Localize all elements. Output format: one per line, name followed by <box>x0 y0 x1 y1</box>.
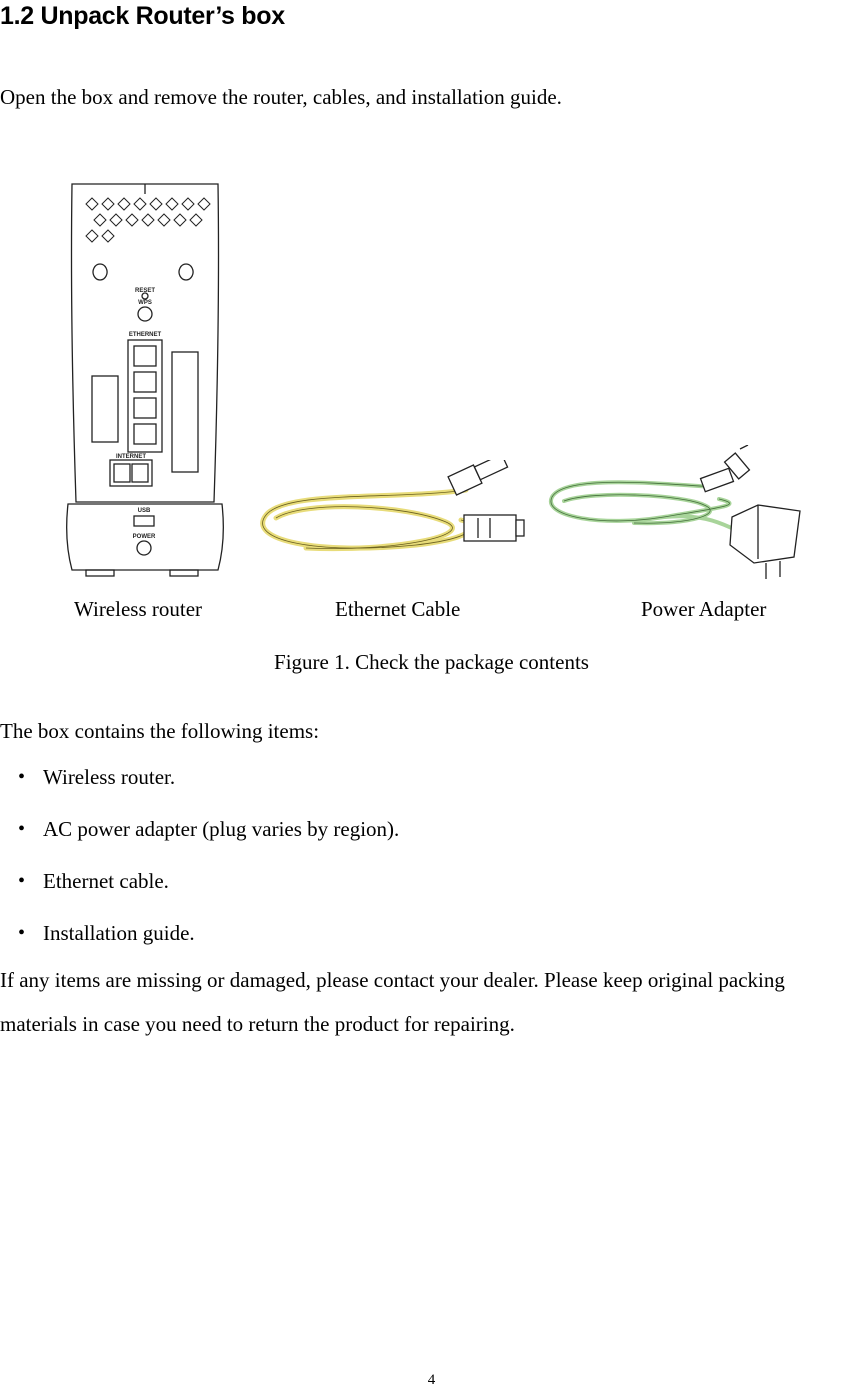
missing-items-note: If any items are missing or damaged, please contact your dealer. Please keep original packing materials in case you need to return the product for repairing. <box>0 968 785 1036</box>
bullet-icon: • <box>18 766 26 788</box>
usb-marking: USB <box>137 508 151 514</box>
list-item-text: Installation guide. <box>43 921 195 945</box>
page-number: 4 <box>427 1372 436 1388</box>
list-item-text: AC power adapter (plug varies by region). <box>43 817 400 841</box>
internet-marking: INTERNET <box>116 454 146 460</box>
list-item-text: Ethernet cable. <box>43 869 169 893</box>
figure-label-ethernet-cable: Ethernet Cable <box>335 597 461 621</box>
reset-marking: RESET <box>134 288 156 294</box>
list-item-text: Wireless router. <box>43 765 176 789</box>
bullet-icon: • <box>18 922 26 944</box>
bullet-icon: • <box>18 818 26 840</box>
ethernet-marking: ETHERNET <box>128 332 162 338</box>
figure-label-power-adapter: Power Adapter <box>641 597 767 621</box>
section-heading: 1.2 Unpack Router’s box <box>0 2 285 30</box>
bullet-icon: • <box>18 870 26 892</box>
package-contents-figure <box>0 170 863 590</box>
power-adapter-illustration <box>544 445 809 585</box>
wps-marking: WPS <box>138 300 152 306</box>
wireless-router-illustration <box>60 180 230 580</box>
power-marking: POWER <box>132 534 156 540</box>
intro-paragraph: Open the box and remove the router, cables, and installation guide. <box>0 85 562 109</box>
ethernet-cable-illustration <box>246 460 536 580</box>
contents-intro: The box contains the following items: <box>0 719 320 743</box>
figure-label-wireless-router: Wireless router <box>74 597 203 621</box>
figure-caption: Figure 1. Check the package contents <box>274 650 589 674</box>
